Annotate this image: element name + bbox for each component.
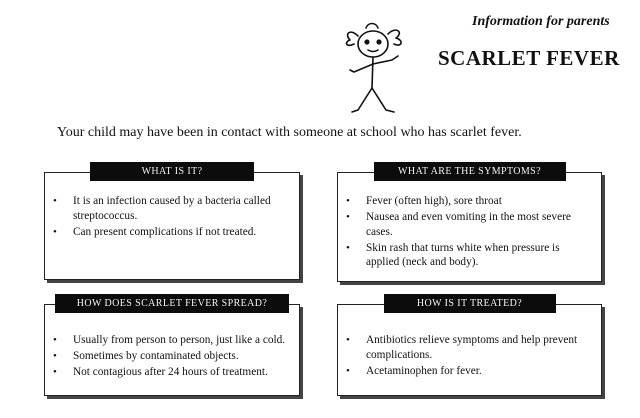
section-heading: WHAT IS IT? (90, 162, 254, 181)
section-symptoms (337, 166, 602, 282)
bullet-list (346, 194, 593, 271)
subtitle: Information for parents (472, 14, 610, 29)
page-title: SCARLET FEVER (438, 46, 620, 70)
list-item: • Skin rash that turns white when pressure is applied (neck and body). (346, 241, 593, 270)
section-heading: HOW DOES SCARLET FEVER SPREAD? (55, 294, 289, 313)
bullet-list (53, 333, 289, 381)
section-heading: WHAT ARE THE SYMPTOMS? (374, 162, 566, 181)
section-heading: HOW IS IT TREATED? (384, 294, 556, 313)
list-item: • Nausea and even vomiting in the most severe cases. (346, 210, 593, 239)
list-item: • Acetaminophen for fever. (346, 364, 593, 379)
list-item: • Not contagious after 24 hours of treatment. (53, 365, 289, 380)
section-what-is-it (44, 166, 300, 280)
section-treatment (337, 298, 602, 396)
list-item: • It is an infection caused by a bacteria called streptococcus. (53, 194, 289, 223)
stick-figure-illustration (336, 20, 416, 120)
bullet-list (53, 194, 289, 241)
list-item: • Fever (often high), sore throat (346, 194, 593, 209)
list-item: • Antibiotics relieve symptoms and help prevent complications. (346, 333, 593, 362)
list-item: • Can present complications if not treated. (53, 225, 289, 240)
bullet-list (346, 333, 593, 380)
intro-text: Your child may have been in contact with someone at school who has scarlet fever. (57, 125, 522, 140)
list-item: • Usually from person to person, just like a cold. (53, 333, 289, 348)
list-item: • Sometimes by contaminated objects. (53, 349, 289, 364)
section-spread (44, 298, 300, 396)
